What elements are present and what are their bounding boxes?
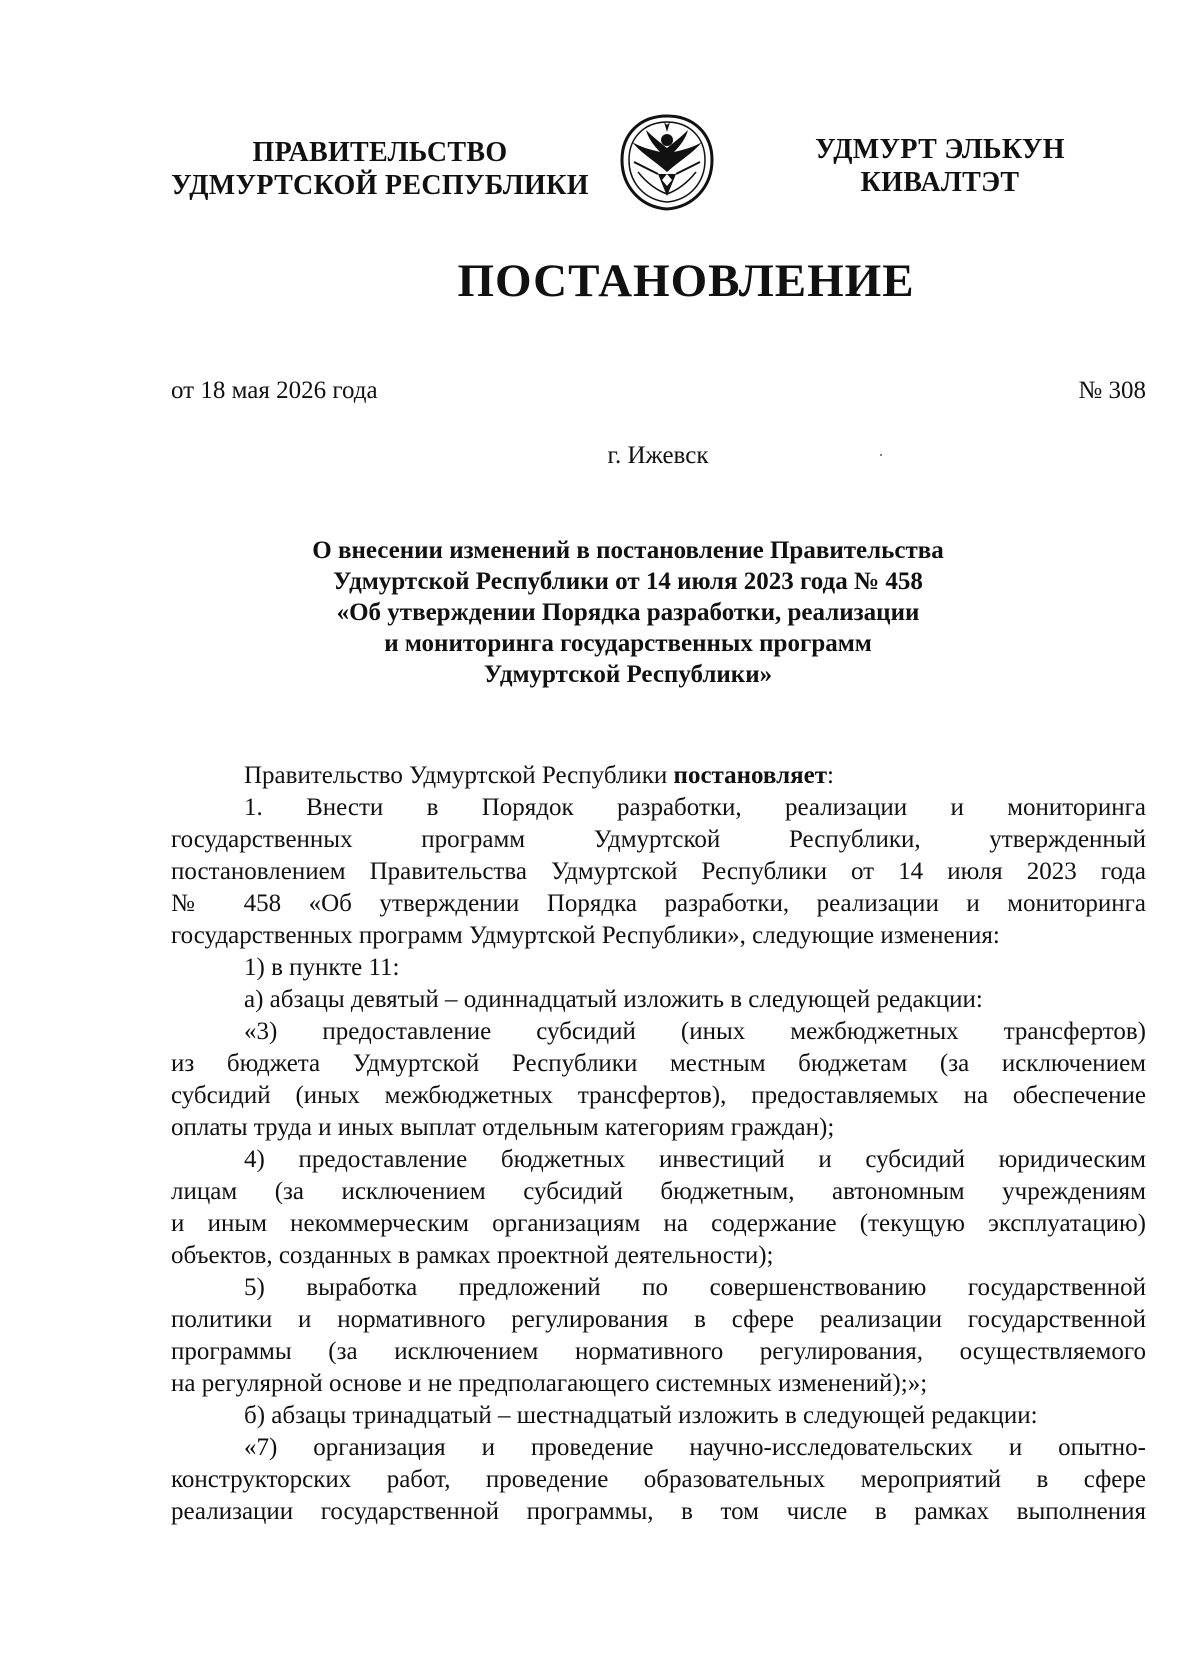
body-line: на регулярной основе и не предполагающего системных изменений);»;: [171, 1370, 928, 1397]
body-line: из бюджета Удмуртской Республики местным бюджетам (за исключением: [171, 1050, 1146, 1077]
body-lines: [171, 792, 1146, 1528]
intro-colon: :: [827, 762, 834, 789]
document-body: [171, 760, 1146, 1528]
issuer-line: УДМУРТ ЭЛЬКУН: [815, 134, 1065, 165]
body-line: оплаты труда и иных выплат отдельным категориям граждан);: [171, 1114, 835, 1141]
document-subject: [228, 535, 1028, 690]
body-line: № 458 «Об утверждении Порядка разработки, реализации и мониторинга: [171, 890, 1146, 917]
body-line: постановлением Правительства Удмуртской Республики от 14 июля 2023 года: [171, 858, 1146, 885]
intro-line: [171, 760, 1146, 792]
subject-line: О внесении изменений в постановление Правительства: [312, 537, 944, 564]
body-line: программы (за исключением нормативного регулирования, осуществляемого: [171, 1338, 1146, 1365]
body-line: и иным некоммерческим организациям на содержание (текущую эксплуатацию): [171, 1210, 1146, 1237]
body-line: «7) организация и проведение научно-исследовательских и опытно-: [244, 1434, 1146, 1461]
subject-line: «Об утверждении Порядка разработки, реализации: [336, 599, 920, 626]
body-line: реализации государственной программы, в том числе в рамках выполнения: [171, 1498, 1146, 1525]
issuer-line: УДМУРТСКОЙ РЕСПУБЛИКИ: [171, 170, 589, 201]
body-line: субсидий (иных межбюджетных трансфертов), предоставляемых на обеспечение: [171, 1082, 1146, 1109]
scan-speck: [880, 454, 882, 456]
subject-line: Удмуртской Республики»: [483, 661, 773, 688]
body-line: объектов, созданных в рамках проектной деятельности);: [171, 1242, 774, 1269]
subject-line: Удмуртской Республики от 14 июля 2023 года № 458: [333, 568, 923, 595]
body-line: государственных программ Удмуртской Республики, утвержденный: [171, 826, 1146, 853]
intro-text: Правительство Удмуртской Республики: [244, 762, 674, 789]
subject-line: и мониторинга государственных программ: [384, 630, 872, 657]
body-line: политики и нормативного регулирования в сфере реализации государственной: [171, 1306, 1146, 1333]
document-date: от 18 мая 2026 года: [171, 377, 378, 404]
document-city: г. Ижевск: [607, 442, 709, 469]
intro-verb: постановляет: [673, 762, 828, 789]
body-line: «3) предоставление субсидий (иных межбюджетных трансфертов): [244, 1018, 1146, 1045]
body-line: 1) в пункте 11:: [244, 954, 400, 981]
document-number: № 308: [1078, 377, 1146, 404]
issuer-line: КИВАЛТЭТ: [860, 167, 1020, 198]
body-line: 1. Внести в Порядок разработки, реализации и мониторинга: [244, 794, 1146, 821]
body-line: а) абзацы девятый – одиннадцатый изложить в следующей редакции:: [244, 986, 983, 1013]
body-line: 4) предоставление бюджетных инвестиций и субсидий юридическим: [244, 1146, 1146, 1173]
body-line: конструкторских работ, проведение образовательных мероприятий в сфере: [171, 1466, 1146, 1493]
body-line: б) абзацы тринадцатый – шестнадцатый изложить в следующей редакции:: [244, 1402, 1038, 1429]
body-line: 5) выработка предложений по совершенствованию государственной: [244, 1274, 1146, 1301]
body-line: государственных программ Удмуртской Республики», следующие изменения:: [171, 922, 1000, 949]
document-type-title: ПОСТАНОВЛЕНИЕ: [457, 255, 915, 307]
body-line: лицам (за исключением субсидий бюджетным, автономным учреждениям: [171, 1178, 1146, 1205]
issuer-name-udmurt: [790, 133, 1090, 199]
issuer-line: ПРАВИТЕЛЬСТВО: [252, 137, 508, 168]
issuer-name-russian: [160, 136, 600, 202]
coat-of-arms-emblem: [612, 112, 722, 212]
